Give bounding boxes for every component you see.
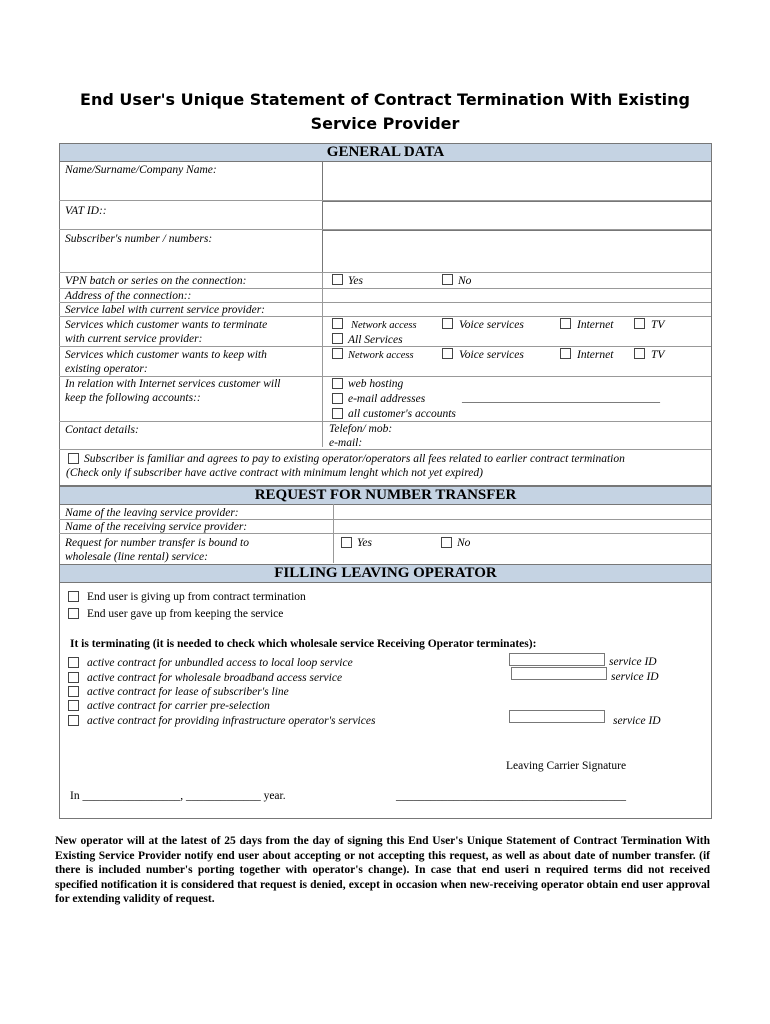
terminate-all-checkbox[interactable] [332,333,343,344]
keep-tv-label: TV [651,349,665,361]
service-id-input-1[interactable] [509,653,605,666]
email-addresses-label: e-mail addresses [348,393,426,405]
giving-up-termination-checkbox[interactable] [68,591,79,602]
transfer-no-label: No [457,537,471,549]
terminate-network-checkbox[interactable] [332,318,343,329]
transfer-header: REQUEST FOR NUMBER TRANSFER [59,486,712,505]
title-line-1: End User's Unique Statement of Contract Termination With Existing [80,90,690,109]
internet-accounts-label: In relation with Internet services customer will keep the following accounts:: [65,378,281,404]
service-label: Service label with current service provider: [65,304,266,316]
keep-tv-checkbox[interactable] [634,348,645,359]
vpn-yes-checkbox[interactable] [332,274,343,285]
terminating-label: It is terminating (it is needed to check which wholesale service Receiving Operator terminates): [70,638,537,650]
signature-label: Leaving Carrier Signature [506,760,627,772]
keep-internet-checkbox[interactable] [560,348,571,359]
contract-bsa-checkbox[interactable] [68,672,79,683]
receiving-provider-label: Name of the receiving service provider: [65,521,248,533]
footer-note: New operator will at the latest of 25 days from the day of signing this End User's Unique Statement of Contract Termination With Existing Service Provider notify end user about accepting or not accepting this request, as well as about date of number transfer. (if there is included number's porting together with operator's change). In case that end useri n required terms did not received specified notification it is considered that request is denied, except in occasion when new-receiving operator obtain end user approval for extending validity of request. [55,835,710,905]
leaving-provider-label: Name of the leaving service provider: [65,507,239,519]
subscriber-label: Subscriber's number / numbers: [65,233,213,245]
transfer-no-checkbox[interactable] [441,537,452,548]
vpn-yes-label: Yes [348,275,363,287]
all-accounts-checkbox[interactable] [332,408,343,419]
filling-header: FILLING LEAVING OPERATOR [59,564,712,583]
terminate-internet-label: Internet [577,319,614,331]
bound-label: Request for number transfer is bound to wholesale (line rental) service: [65,537,249,563]
contract-llu-checkbox[interactable] [68,657,79,668]
keep-voice-checkbox[interactable] [442,348,453,359]
giving-up-termination-label: End user is giving up from contract termination [87,591,306,603]
agree-fees-checkbox[interactable] [68,453,79,464]
transfer-yes-label: Yes [357,537,372,549]
gave-up-keeping-checkbox[interactable] [68,608,79,619]
title-line-2: Service Provider [310,114,460,133]
contract-cps-checkbox[interactable] [68,700,79,711]
terminate-label: Services which customer wants to terminate with current service provider: [65,319,268,345]
agree-fees-line-2: (Check only if subscriber have active contract with minimum lenght which not yet expired) [66,467,483,479]
contract-cps-label: active contract for carrier pre-selection [87,700,270,712]
vpn-no-label: No [458,275,472,287]
email-addresses-checkbox[interactable] [332,393,343,404]
document-title [0,88,770,136]
contract-llu-label: active contract for unbundled access to local loop service [87,657,353,669]
keep-network-label: Network access [348,350,414,361]
terminate-internet-checkbox[interactable] [560,318,571,329]
contact-email-label: e-mail: [329,437,363,449]
terminate-tv-checkbox[interactable] [634,318,645,329]
service-id-label-3: service ID [613,715,661,727]
terminate-voice-checkbox[interactable] [442,318,453,329]
contact-phone-label: Telefon/ mob: [329,423,393,435]
name-input[interactable] [322,161,712,201]
vpn-label: VPN batch or series on the connection: [65,275,247,287]
contract-wlr-label: active contract for lease of subscriber's line [87,686,289,698]
vat-label: VAT ID:: [65,205,107,217]
contract-wlr-checkbox[interactable] [68,686,79,697]
service-id-label-2: service ID [611,671,659,683]
service-id-label-1: service ID [609,656,657,668]
gave-up-keeping-label: End user gave up from keeping the service [87,608,284,620]
keep-label: Services which customer wants to keep with existing operator: [65,349,267,375]
email-addresses-line[interactable]: ____________________________________ [462,392,660,404]
signature-line[interactable]: ________________________________________ [396,790,626,802]
general-data-header: GENERAL DATA [59,143,712,162]
terminate-network-label: Network access [351,320,417,331]
agree-fees-line-1: Subscriber is familiar and agrees to pay to existing operator/operators all fees related to earlier contract termination [84,453,625,465]
contract-bsa-label: active contract for wholesale broadband access service [87,672,343,684]
terminate-all-label: All Services [348,334,403,346]
terminate-tv-label: TV [651,319,665,331]
web-hosting-label: web hosting [348,378,404,390]
contract-infra-label: active contract for providing infrastructure operator's services [87,715,376,727]
subscriber-input[interactable] [322,230,712,273]
all-accounts-label: all customer's accounts [348,408,456,420]
service-id-input-2[interactable] [511,667,607,680]
address-label: Address of the connection:: [65,290,192,302]
web-hosting-checkbox[interactable] [332,378,343,389]
date-line[interactable]: In _________________, _____________ year. [70,790,286,802]
keep-voice-label: Voice services [459,349,524,361]
name-label: Name/Surname/Company Name: [65,164,217,176]
terminate-voice-label: Voice services [459,319,524,331]
keep-internet-label: Internet [577,349,614,361]
service-id-input-3[interactable] [509,710,605,723]
contract-infra-checkbox[interactable] [68,715,79,726]
vpn-no-checkbox[interactable] [442,274,453,285]
transfer-yes-checkbox[interactable] [341,537,352,548]
contact-label: Contact details: [65,424,139,436]
vat-input[interactable] [322,201,712,230]
keep-network-checkbox[interactable] [332,348,343,359]
